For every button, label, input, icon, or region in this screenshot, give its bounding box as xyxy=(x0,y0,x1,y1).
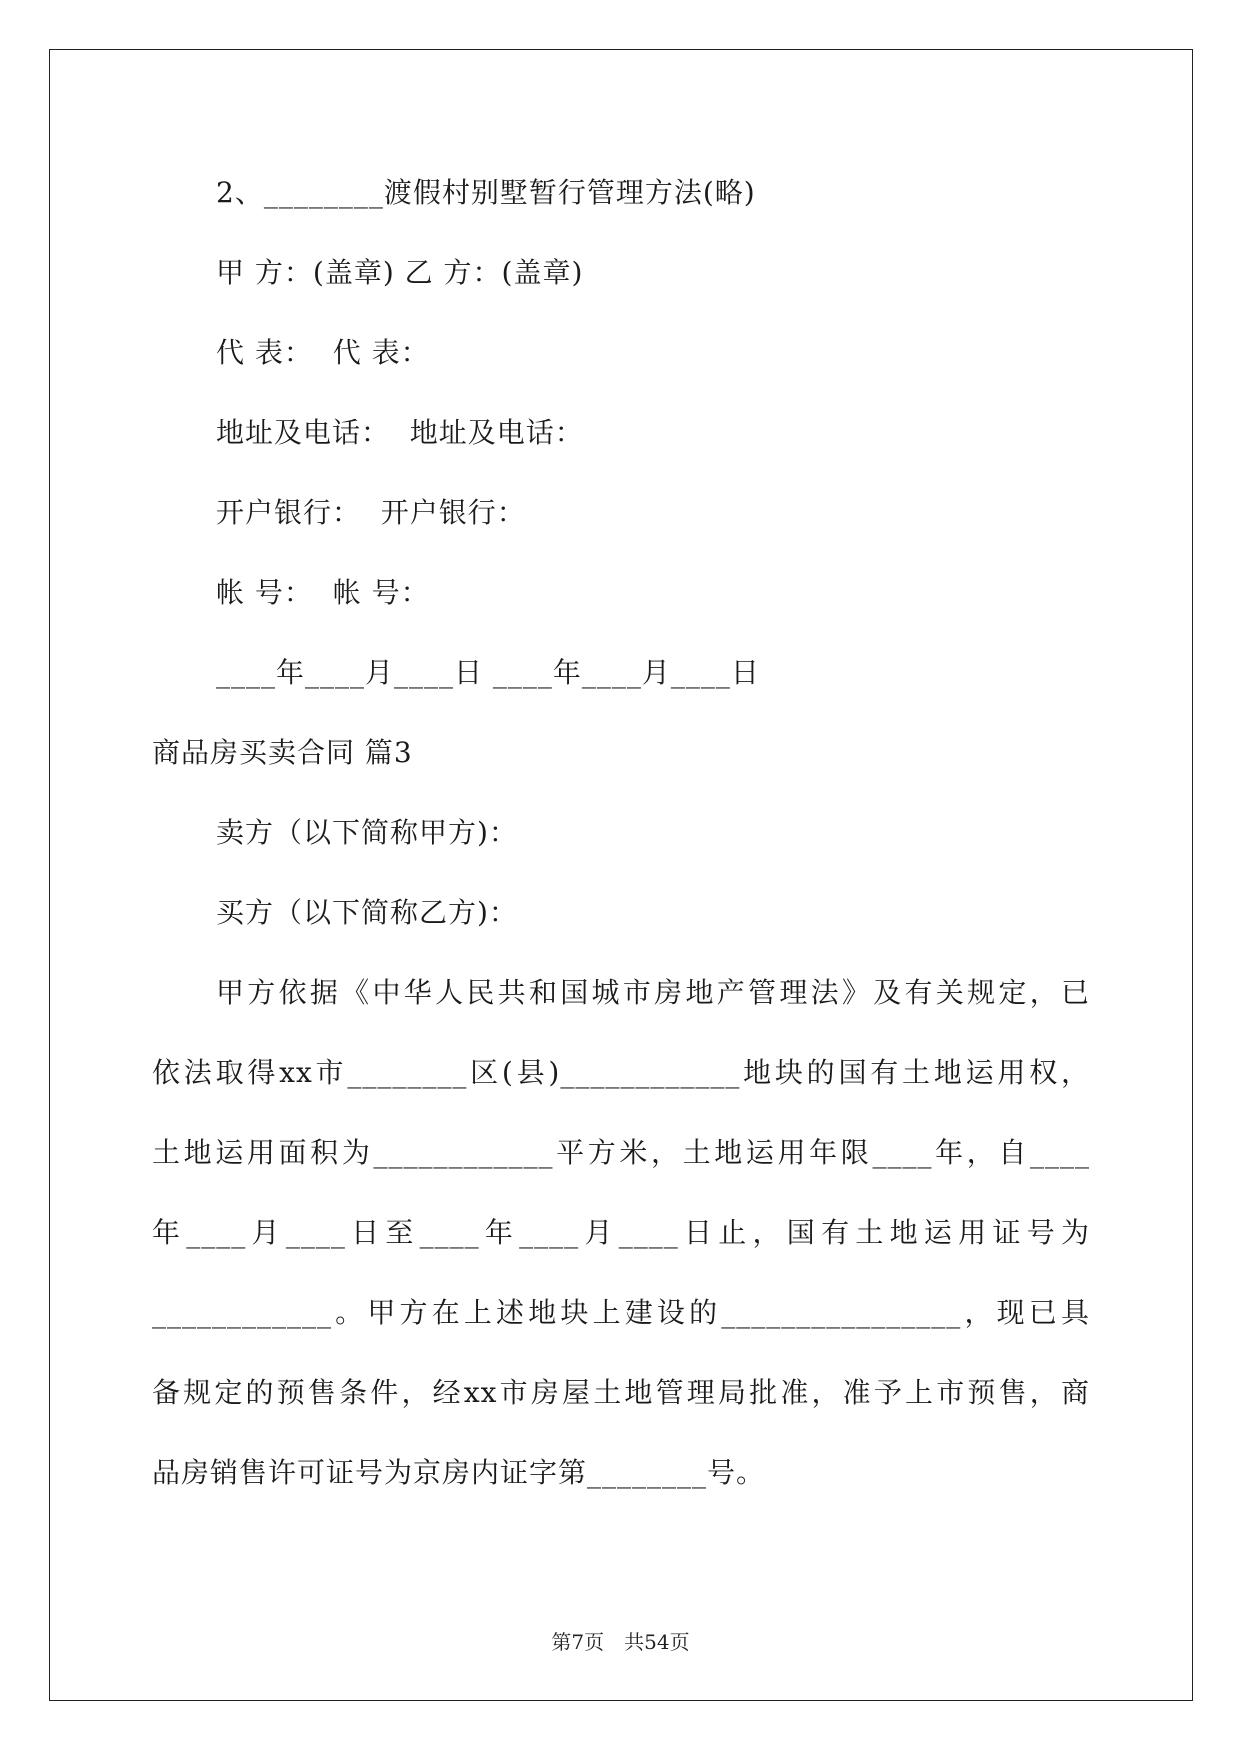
body-line-2: 甲 方：(盖章) 乙 方：(盖章) xyxy=(216,256,584,289)
paragraph-line-4: 年____月____日至____年____月____日止，国有土地运用证号为 xyxy=(152,1216,1090,1249)
body-line-3: 代 表： 代 表： xyxy=(216,336,430,369)
body-line-6: 帐 号： 帐 号： xyxy=(216,576,430,609)
body-line-10: 买方（以下简称乙方)： xyxy=(216,896,518,929)
body-line-9: 卖方（以下简称甲方)： xyxy=(216,816,518,849)
section-heading: 商品房买卖合同 篇3 xyxy=(152,736,413,769)
paragraph-line-1: 甲方依据《中华人民共和国城市房地产管理法》及有关规定，已 xyxy=(216,976,1090,1009)
paragraph-line-3: 土地运用面积为____________平方米，土地运用年限____年，自____ xyxy=(152,1136,1090,1169)
paragraph-line-5: ____________。甲方在上述地块上建设的________________，现已具 xyxy=(152,1296,1090,1329)
page-footer: 第7页 共54页 xyxy=(551,1630,690,1654)
body-line-7: ____年____月____日 ____年____月____日 xyxy=(216,656,760,689)
body-line-5: 开户银行： 开户银行： xyxy=(216,496,526,529)
paragraph-line-6: 备规定的预售条件，经xx市房屋土地管理局批准，准予上市预售，商 xyxy=(152,1376,1090,1409)
body-line-1: 2、________渡假村别墅暂行管理方法(略) xyxy=(216,176,756,209)
paragraph-line-2: 依法取得xx市________区(县)____________地块的国有土地运用权， xyxy=(152,1056,1090,1089)
paragraph-line-7: 品房销售许可证号为京房内证字第________号。 xyxy=(152,1456,766,1489)
body-line-4: 地址及电话： 地址及电话： xyxy=(216,416,584,449)
